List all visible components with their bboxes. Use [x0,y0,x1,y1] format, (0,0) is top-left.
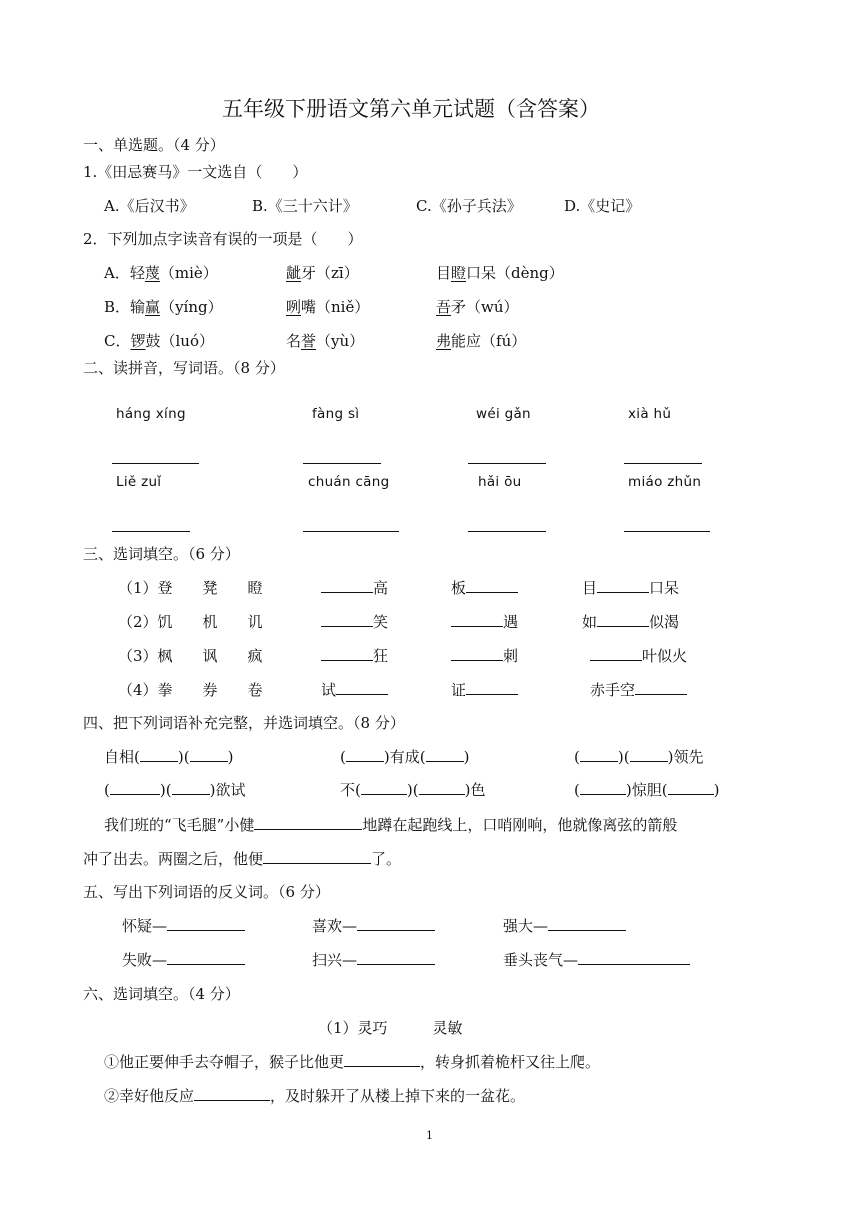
answer-blank[interactable] [597,612,649,627]
answer-blank[interactable] [635,680,687,695]
fill-item: 证 [451,680,518,700]
antonym-item: 强大— [503,916,626,936]
pinyin-label: háng xíng [116,406,186,422]
dotted-char: 蔑 [144,264,160,282]
answer-blank[interactable] [357,916,435,931]
section-2-heading: 二、读拼音，写词语。（8 分） [83,359,285,377]
antonym-item: 怀疑— [122,916,245,936]
paragraph-line: 冲了出去。两圈之后，他便 了。 [83,850,402,868]
word-choices: （1）灵巧 灵敏 [318,1019,463,1037]
fill-item: 刺 [451,646,518,666]
answer-blank[interactable] [190,747,228,762]
pinyin-label: fàng sì [312,406,360,422]
answer-blank[interactable] [110,780,160,795]
pinyin-label: chuán cāng [308,474,390,490]
q1-option-a: A.《后汉书》 [104,197,195,215]
section-4-heading: 四、把下列词语补充完整，并选词填空。（8 分） [83,714,405,732]
paragraph-line: 我们班的“飞毛腿”小健 地蹲在起跑线上，口哨刚响，他就像离弦的箭般 [104,816,678,834]
idiom-item: ( )( )欲试 [104,781,246,799]
fill-item: 板 [451,578,518,598]
q1-option-d: D.《史记》 [564,197,641,215]
section-6-heading: 六、选词填空。（4 分） [83,985,240,1003]
answer-blank[interactable] [548,916,626,931]
word-choices: （1）登 凳 瞪 [118,579,263,597]
answer-blank[interactable] [344,1052,420,1067]
word-choices: （4）拳 券 卷 [118,681,263,699]
dotted-char: 誉 [301,332,317,350]
idiom-item: 自相( )( ) [104,748,234,766]
idiom-item: 不( )( )色 [340,781,486,799]
dotted-char: 瞪 [451,264,467,282]
answer-blank[interactable] [321,578,373,593]
pinyin-label: hǎi ōu [478,474,522,490]
q2-item: 弗能应（fú） [436,332,527,350]
fill-item: 遇 [451,612,518,632]
fill-item: 赤手空 [590,680,687,700]
dotted-char: 龇 [286,264,302,282]
answer-line[interactable] [468,531,546,532]
fill-item: 目 口呆 [582,579,680,597]
q2-item: 龇牙（zī） [286,264,359,282]
q2-option-label: C．锣鼓（luó） [104,332,214,350]
answer-blank[interactable] [361,780,407,795]
answer-blank[interactable] [254,815,362,830]
antonym-item: 垂头丧气— [503,950,690,970]
answer-blank[interactable] [451,612,503,627]
page-number: 1 [426,1129,433,1142]
q2-stem: 2．下列加点字读音有误的一项是（ ） [83,230,363,248]
answer-line[interactable] [468,463,546,464]
dotted-char: 弗 [436,332,452,350]
dotted-char: 锣 [130,332,146,350]
answer-blank[interactable] [597,578,649,593]
q1-option-c: C.《孙子兵法》 [416,197,522,215]
answer-blank[interactable] [580,780,626,795]
answer-blank[interactable] [321,612,373,627]
answer-blank[interactable] [668,780,714,795]
fill-item: 叶似火 [590,646,687,666]
fill-item: 如 似渴 [582,613,680,631]
dotted-char: 吾 [436,298,452,316]
answer-line[interactable] [624,531,710,532]
page-title: 五年级下册语文第六单元试题（含答案） [222,97,600,121]
answer-blank[interactable] [630,747,668,762]
answer-blank[interactable] [580,747,618,762]
word-choices: （2）饥 机 讥 [118,613,263,631]
answer-blank[interactable] [466,578,518,593]
answer-line[interactable] [303,463,381,464]
answer-blank[interactable] [426,747,464,762]
dotted-char: 咧 [286,298,302,316]
answer-blank[interactable] [263,849,371,864]
answer-blank[interactable] [357,950,435,965]
answer-blank[interactable] [451,646,503,661]
answer-blank[interactable] [194,1086,270,1101]
q2-item: 目瞪口呆（dèng） [436,264,564,282]
idiom-item: ( )( )领先 [574,748,704,766]
answer-blank[interactable] [321,646,373,661]
fill-item: 试 [321,680,388,700]
answer-blank[interactable] [172,780,210,795]
q1-option-b: B.《三十六计》 [252,197,358,215]
antonym-item: 失败— [122,950,245,970]
antonym-item: 喜欢— [312,916,435,936]
answer-blank[interactable] [419,780,465,795]
answer-line[interactable] [303,531,399,532]
pinyin-label: miáo zhǔn [628,474,702,490]
q1-stem: 1.《田忌赛马》一文选自（ ） [83,163,308,181]
fill-item: 狂 [321,646,388,666]
q2-item: 咧嘴（niě） [286,298,370,316]
fill-item: 笑 [321,612,388,632]
pinyin-label: wéi gǎn [476,406,531,422]
idiom-item: ( )有成( ) [340,748,470,766]
answer-blank[interactable] [336,680,388,695]
sentence: ①他正要伸手去夺帽子，猴子比他更 ，转身抓着桅杆又往上爬。 [104,1053,601,1071]
pinyin-label: xià hǔ [628,406,672,422]
answer-line[interactable] [112,531,190,532]
q2-option-label: B．输赢（yíng） [104,298,223,316]
dotted-char: 赢 [145,298,161,316]
section-3-heading: 三、选词填空。（6 分） [83,545,240,563]
answer-blank[interactable] [466,680,518,695]
fill-item: 高 [321,578,388,598]
q2-item: 名誉（yù） [286,332,365,350]
antonym-item: 扫兴— [312,950,435,970]
word-choices: （3）枫 讽 疯 [118,647,263,665]
answer-line[interactable] [112,463,199,464]
answer-blank[interactable] [167,950,245,965]
answer-blank[interactable] [578,950,690,965]
section-1-heading: 一、单选题。（4 分） [83,136,225,154]
sentence: ②幸好他反应 ，及时躲开了从楼上掉下来的一盆花。 [104,1087,526,1105]
answer-blank[interactable] [167,916,245,931]
q2-option-label: A．轻蔑（miè） [104,264,218,282]
answer-blank[interactable] [590,646,642,661]
answer-blank[interactable] [140,747,178,762]
pinyin-label: Liě zuǐ [116,474,162,490]
answer-blank[interactable] [346,747,384,762]
section-5-heading: 五、写出下列词语的反义词。（6 分） [83,883,330,901]
answer-line[interactable] [624,463,702,464]
idiom-item: ( )惊胆( ) [574,781,720,799]
q2-item: 吾矛（wú） [436,298,519,316]
